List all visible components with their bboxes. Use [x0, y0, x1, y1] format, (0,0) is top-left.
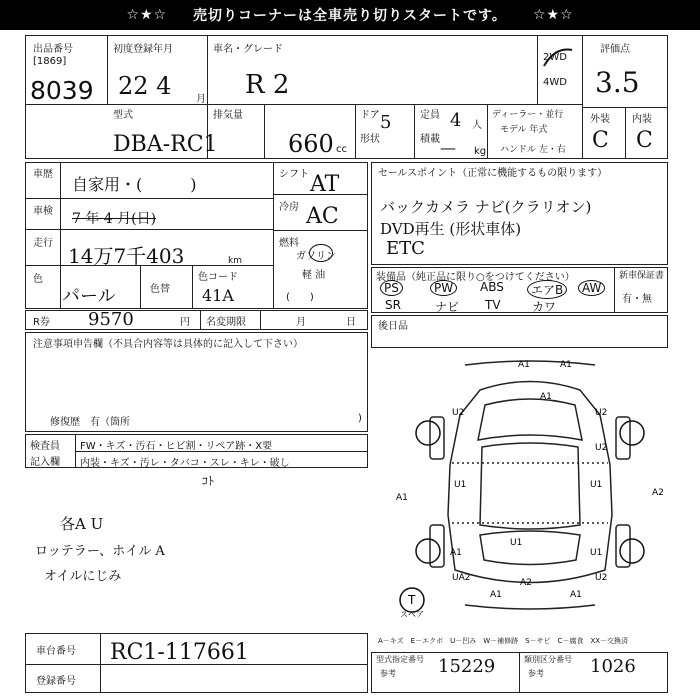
- handle-label: ハンドル 左・右: [500, 145, 566, 155]
- name-label: 車名・グレード: [213, 44, 283, 55]
- spare-label: スペア: [400, 610, 424, 619]
- model-label: 型式: [113, 110, 133, 121]
- diagram-mark-11: U1: [510, 538, 523, 548]
- drive-2wd: 2WD: [543, 52, 567, 63]
- sales-label: セールスポイント（正常に機能するもの限ります）: [378, 168, 608, 179]
- disp-label: 排気量: [213, 110, 243, 121]
- drive-2wd-strike: [540, 46, 576, 70]
- chassis-label: 車台番号: [36, 646, 76, 657]
- diagram-mark-2: U2: [452, 408, 465, 418]
- mileage-label: 走行: [33, 238, 53, 249]
- exterior-value: C: [592, 128, 609, 153]
- diagram-mark-9: A1: [450, 548, 462, 558]
- score-label: 評価点: [600, 44, 630, 55]
- model-value: DBA-RC1: [113, 132, 218, 157]
- car-damage-diagram: [390, 355, 690, 620]
- class-label: 類別区分番号: [524, 655, 572, 664]
- name-change-day: 日: [346, 317, 356, 328]
- disp-value: 660: [288, 130, 334, 158]
- diagram-mark-10: U1: [590, 548, 603, 558]
- diagram-mark-8: U2: [595, 408, 608, 418]
- reg-label: 初度登録年月: [113, 44, 173, 55]
- sales-line-2: DVD再生 (形状車体): [380, 220, 522, 238]
- remark-3: オイルにじみ: [44, 569, 122, 584]
- diagram-mark-3: A1: [540, 392, 552, 402]
- mileage-value: 14万7千403: [68, 244, 185, 268]
- history-label: 車歴: [33, 169, 53, 180]
- lot-label: 出品番号: [33, 44, 73, 55]
- diagram-mark-6: A1: [396, 493, 408, 503]
- interior-row: 内装・キズ・汚レ・タバコ・スレ・キレ・破し: [80, 458, 290, 469]
- shift-label: シフト: [279, 169, 309, 180]
- model-year-label: モデル 年式: [500, 125, 548, 135]
- interior-value: C: [636, 128, 653, 153]
- cap-label: 定員: [420, 110, 440, 121]
- door-label: ドア: [360, 110, 380, 121]
- recycle-box: [25, 310, 368, 330]
- color-code-value: 41A: [202, 286, 234, 305]
- type-ref: 参考: [380, 669, 396, 678]
- sales-line-3: ETC: [386, 238, 425, 259]
- banner-stars-left: ☆★☆: [126, 7, 168, 23]
- banner-stars-right: ☆★☆: [532, 7, 574, 23]
- fuel-gasoline-circle: [309, 244, 333, 262]
- type-value: 15229: [438, 656, 496, 677]
- lot-number: 8039: [30, 76, 94, 105]
- recycle-label: R券: [33, 317, 50, 328]
- cap-value: 4: [450, 110, 462, 131]
- cap-unit: 人: [472, 120, 482, 131]
- interior-label: 内装: [632, 114, 652, 125]
- post-label: 後日品: [378, 321, 408, 332]
- color-change-label: 色替: [150, 284, 170, 295]
- type-label: 型式指定番号: [376, 655, 424, 664]
- disp-unit: cc: [336, 144, 347, 155]
- load-value: —: [440, 138, 456, 157]
- mileage-unit: km: [228, 256, 242, 266]
- recycle-yen: 円: [180, 317, 190, 328]
- notes-label: 注意事項申告欄（不具合内容等は具体的に記入して下さい）: [33, 339, 303, 350]
- top-banner: [0, 0, 700, 30]
- class-value: 1026: [590, 656, 636, 677]
- wheel-mark-rl: [416, 539, 440, 563]
- warranty-value: 有・無: [622, 294, 652, 305]
- chassis-value: RC1-117661: [110, 640, 249, 665]
- post-box: [371, 315, 668, 348]
- wheel-mark-fl: [416, 421, 440, 445]
- remark-1: 各A U: [60, 515, 104, 533]
- ac-value: AC: [306, 204, 339, 229]
- fuel-label: 燃料: [279, 238, 299, 249]
- exterior-label: 外装: [590, 114, 610, 125]
- equip-ps: PS: [380, 280, 403, 296]
- spare-mark: T: [408, 593, 416, 607]
- load-unit: kg: [474, 146, 487, 157]
- diagram-legend: A－キズ E－エクボ U－凹み W－補修跡 S－サビ C－腐食 XX－交換済: [378, 637, 629, 645]
- name-change-label: 名変期限: [206, 317, 246, 328]
- repair-label: 修復歴 有（箇所: [50, 417, 130, 428]
- fuel-light: 軽 油: [302, 270, 326, 281]
- diagram-mark-7: A2: [652, 488, 664, 498]
- equip-airbag: エアB: [527, 280, 567, 299]
- ac-label: 冷房: [279, 202, 299, 213]
- diagram-mark-4: U1: [454, 480, 467, 490]
- load-label: 積載: [420, 134, 440, 145]
- equip-sr: SR: [385, 298, 401, 312]
- warranty-label: 新車保証書: [619, 271, 665, 281]
- color-code-label: 色コード: [198, 272, 238, 283]
- diagram-mark-18: A1: [560, 360, 572, 370]
- recycle-value: 9570: [88, 309, 134, 330]
- repair-paren: ): [358, 413, 362, 424]
- diagram-mark-12: A1: [570, 590, 582, 600]
- class-ref: 参考: [528, 669, 544, 678]
- fuel-paren: ( ): [286, 292, 314, 303]
- inspection-value: 7 年 4 月(日): [72, 211, 157, 227]
- color-label: 色: [33, 274, 43, 285]
- interior-note: ｺﾄ: [202, 474, 215, 488]
- equip-leather: カワ: [532, 300, 557, 314]
- equip-navi: ナビ: [435, 300, 460, 314]
- dealer-label: ディーラー・並行: [492, 110, 564, 120]
- reg-value: 22 4: [118, 72, 172, 100]
- lot-sub: [1869]: [33, 56, 67, 67]
- diagram-mark-1: A1: [518, 360, 530, 370]
- fw-row: FW・キズ・汚石・ヒビ割・リペア跡・X要: [80, 441, 273, 452]
- shift-value: AT: [310, 172, 340, 197]
- diagram-mark-17: U2: [595, 443, 608, 453]
- diagram-mark-13: U2: [595, 573, 608, 583]
- history-value: 自家用・( ): [72, 175, 197, 194]
- diagram-mark-16: A1: [490, 590, 502, 600]
- remark-2: ロッテラー、ホイル A: [35, 544, 165, 559]
- sales-line-1: バックカメラ ナビ(クラリオン): [380, 198, 592, 216]
- equip-label: 装備品（純正品に限り○をつけてください）: [376, 272, 575, 283]
- score-value: 3.5: [595, 66, 640, 99]
- color-value: パール: [62, 286, 116, 307]
- wheel-mark-fr: [620, 421, 644, 445]
- inspection-label: 車検: [33, 206, 53, 217]
- equip-abs: ABS: [480, 280, 504, 294]
- drive-4wd: 4WD: [543, 77, 567, 88]
- wheel-mark-rr: [620, 539, 644, 563]
- door-value: 5: [380, 112, 392, 133]
- name-change-month: 月: [296, 317, 306, 328]
- banner-text: 売切りコーナーは全車売り切りスタートです。: [193, 8, 507, 24]
- diagram-mark-5: U1: [590, 480, 603, 490]
- diagram-mark-15: UA2: [452, 573, 471, 583]
- equip-tv: TV: [485, 298, 501, 312]
- fuel-gasoline: ガソリン: [296, 251, 336, 262]
- equip-pw: PW: [430, 280, 457, 296]
- name-value: R 2: [245, 70, 290, 100]
- equip-aw: AW: [578, 280, 605, 296]
- reg-month: 月: [196, 94, 206, 105]
- entry-label: 記入欄: [30, 457, 60, 468]
- inspector-label: 検査員: [30, 441, 60, 452]
- diagram-mark-14: A2: [520, 578, 532, 588]
- plate-label: 登録番号: [36, 676, 76, 687]
- shape-label: 形状: [360, 134, 380, 145]
